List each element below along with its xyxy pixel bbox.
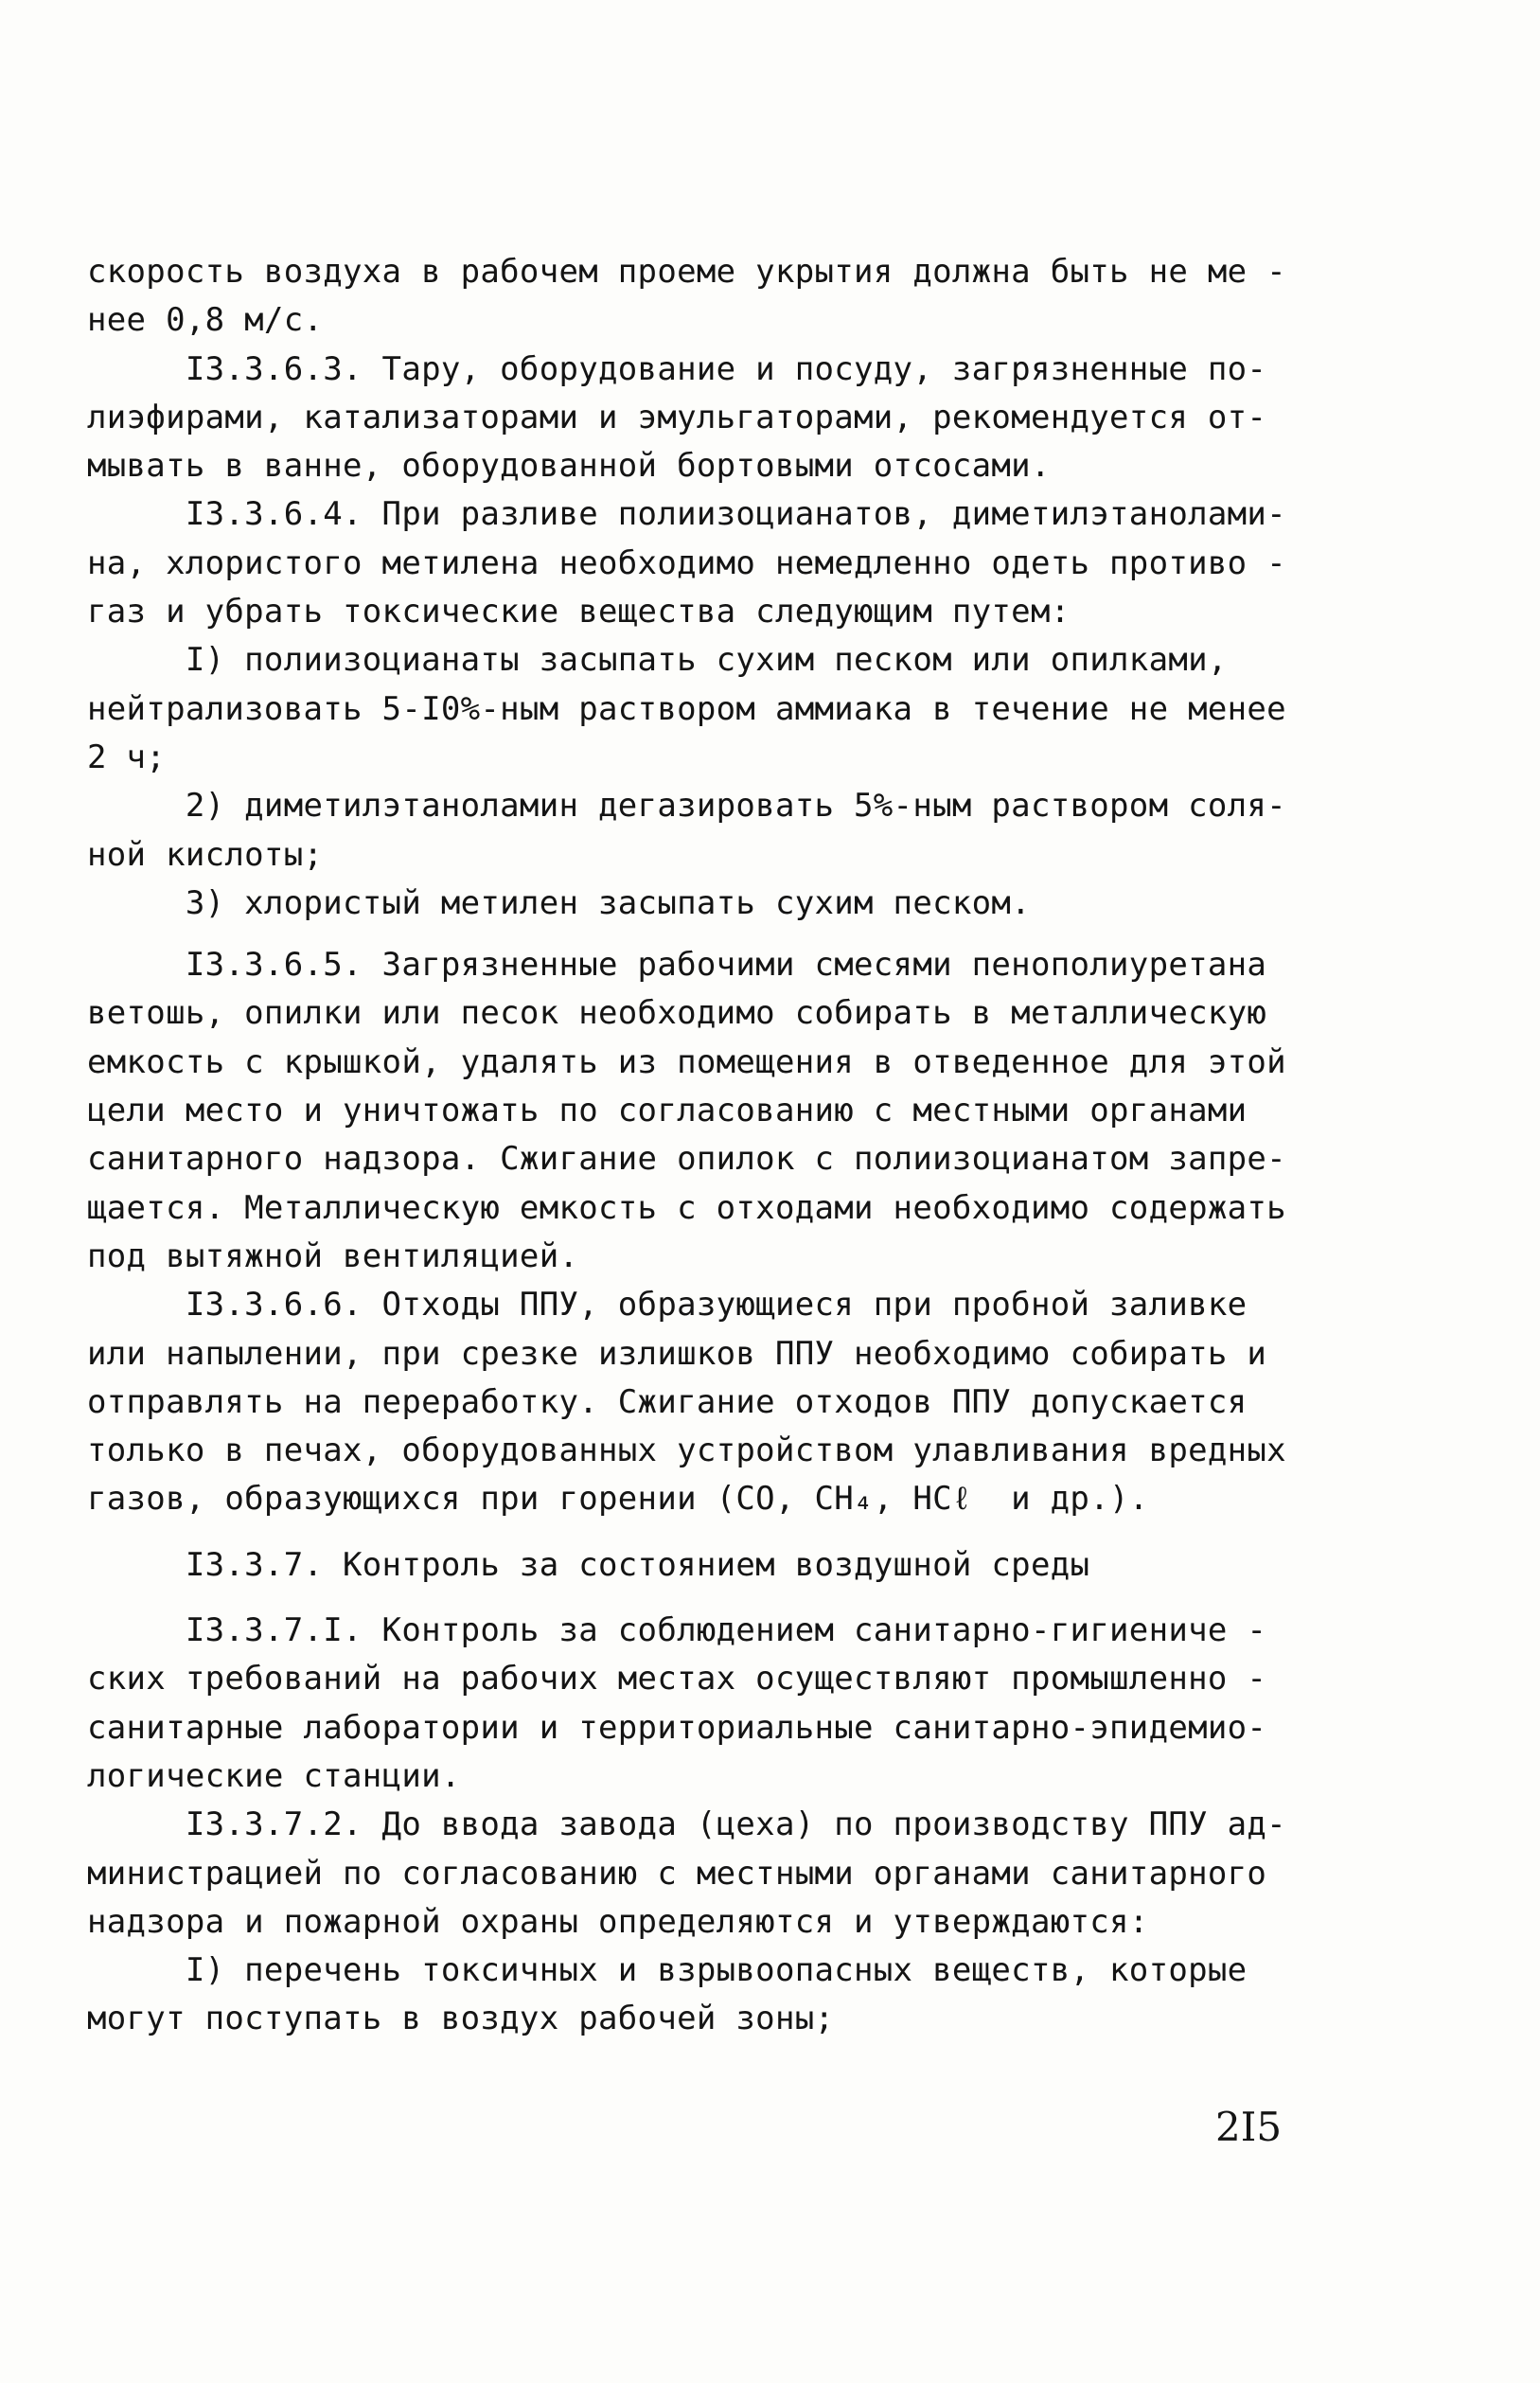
text-line: скорость воздуха в рабочем проеме укрытия должна быть не ме - [87,253,1286,291]
paragraph-gap [87,928,1327,941]
text-line: 2) диметилэтаноламин дегазировать 5%-ным раствором соля- [87,787,1286,826]
text-line: министрацией по согласованию с местными органами санитарного [87,1854,1267,1893]
text-line: нейтрализовать 5-I0%-ным раствором аммиака в течение не менее [87,689,1286,728]
text-line: под вытяжной вентиляцией. [87,1236,579,1275]
text-line: I3.3.6.6. Отходы ППУ, образующиеся при пробной заливке [87,1286,1248,1325]
text-line: I3.3.6.3. Тару, оборудование и посуду, загрязненные по- [87,349,1267,388]
text-line: нее 0,8 м/с. [87,301,324,340]
text-line: санитарные лаборатории и территориальные санитарно-эпидемио- [87,1708,1267,1747]
text-line: лиэфирами, катализаторами и эмульгаторами, рекомендуется от- [87,398,1267,436]
text-line: I) перечень токсичных и взрывоопасных веществ, которые [87,1951,1248,1990]
paragraph-gap [87,1590,1327,1607]
text-line: I3.3.7.2. До ввода завода (цеха) по производству ППУ ад- [87,1805,1286,1844]
text-line: I3.3.6.5. Загрязненные рабочими смесями пенополиуретана [87,946,1267,985]
text-line: I3.3.6.4. При разливе полиизоцианатов, диметилэтанолами- [87,495,1286,534]
section-heading: I3.3.7. Контроль за состоянием воздушной среды [87,1545,1090,1584]
text-line: или напылении, при срезке излишков ППУ необходимо собирать и [87,1334,1267,1373]
text-line: I3.3.7.I. Контроль за соблюдением санитарно-гигиениче - [87,1611,1267,1650]
paragraph-gap [87,1524,1327,1541]
text-line: газ и убрать токсические вещества следующим путем: [87,593,1071,631]
text-line: ветошь, опилки или песок необходимо собирать в металлическую [87,994,1267,1033]
text-line: 2 ч; [87,738,167,776]
text-line: отправлять на переработку. Сжигание отходов ППУ допускается [87,1382,1248,1421]
body-text [87,248,1327,2044]
text-line: щается. Металлическую емкость с отходами необходимо содержать [87,1188,1286,1227]
text-line: газов, образующихся при горении (CO, CH₄, HCℓ и др.). [87,1480,1149,1519]
text-line: I) полиизоцианаты засыпать сухим песком или опилками, [87,641,1228,680]
text-line: только в печах, оборудованных устройством улавливания вредных [87,1432,1286,1470]
text-line: надзора и пожарной охраны определяются и утверждаются: [87,1902,1149,1941]
text-line: цели место и уничтожать по согласованию с местными органами [87,1092,1248,1130]
text-line: ной кислоты; [87,835,324,874]
text-line: на, хлористого метилена необходимо немедленно одеть противо - [87,543,1286,582]
text-line: мывать в ванне, оборудованной бортовыми отсосами. [87,447,1051,486]
text-line: санитарного надзора. Сжигание опилок с полиизоцианатом запре- [87,1140,1286,1179]
text-line: емкость с крышкой, удалять из помещения в отведенное для этой [87,1042,1286,1081]
text-line: 3) хлористый метилен засыпать сухим песком. [87,883,1031,922]
text-line: логические станции. [87,1756,461,1795]
page-number: 2I5 [1215,2104,1283,2150]
text-line: ских требований на рабочих местах осуществляют промышленно - [87,1660,1267,1698]
text-line: могут поступать в воздух рабочей зоны; [87,2000,835,2038]
